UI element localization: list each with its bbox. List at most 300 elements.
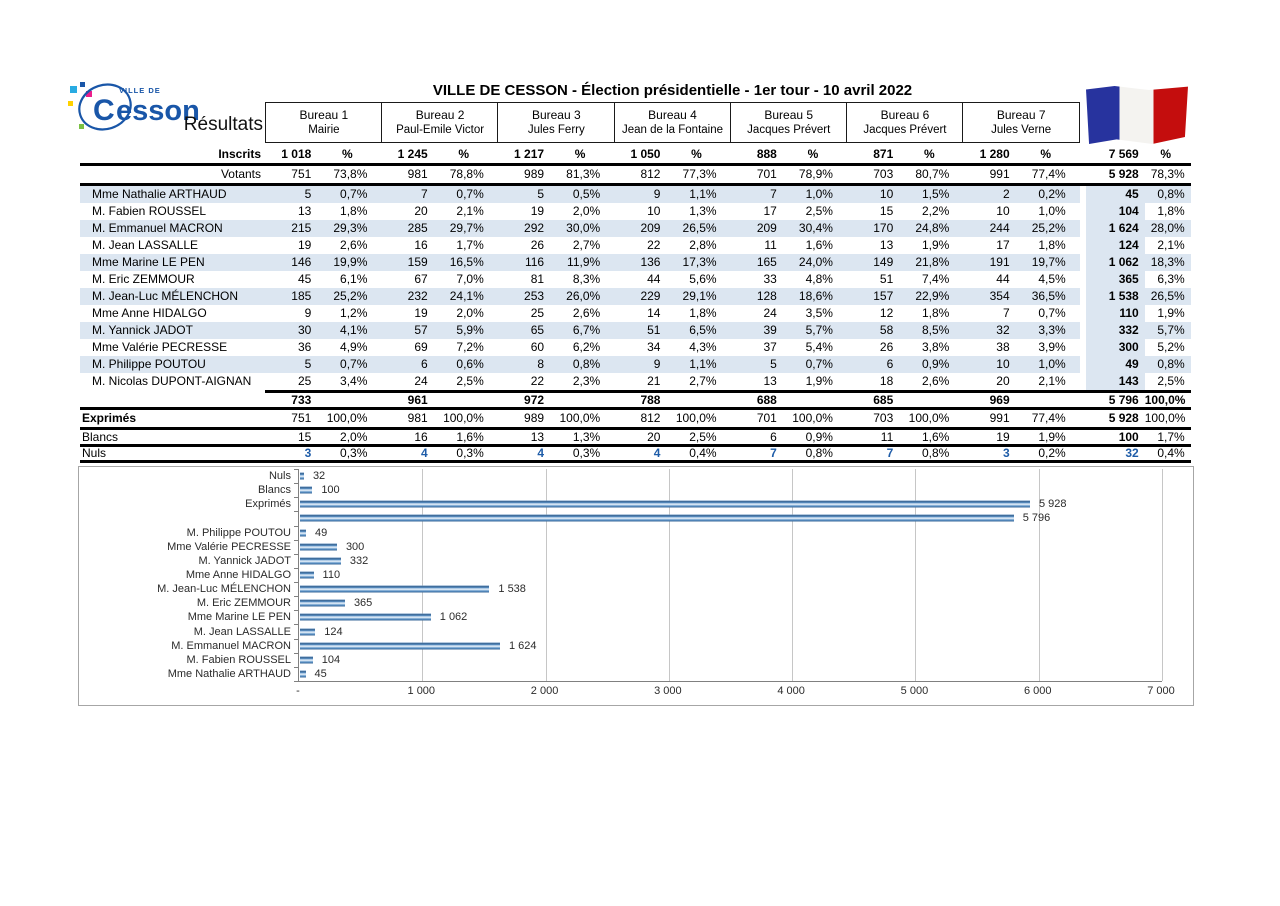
bureau-number: Bureau 4 [648, 107, 697, 122]
count-cell: 13 [297, 204, 312, 218]
count-cell: 292 [498, 220, 556, 237]
percent-cell: 2,1% [1038, 374, 1066, 388]
count-cell: 9 [614, 186, 672, 203]
count-cell: 21 [647, 374, 661, 388]
row-candidate [80, 220, 1191, 237]
logo-top-text: VILLE DE [119, 86, 161, 95]
chart-category-label: Blancs [257, 484, 291, 497]
count-cell: 60 [530, 340, 545, 354]
total-percent-cell: 1,8% [1157, 204, 1185, 218]
row-label: M. Emmanuel MACRON [80, 220, 265, 237]
row-label: M. Fabien ROUSSEL [92, 204, 207, 218]
chart-category-label: Mme Marine LE PEN [187, 611, 291, 624]
count-cell: 4 [537, 446, 545, 460]
count-cell: 8 [498, 356, 556, 373]
count-cell: 38 [996, 340, 1010, 354]
percent-cell: 6,5% [672, 322, 730, 339]
count-cell: 354 [963, 288, 1021, 305]
count-cell: 5 [731, 356, 789, 373]
bureau-header-6 [846, 102, 964, 143]
count-cell: 30 [265, 322, 323, 339]
chart-category-label: M. Emmanuel MACRON [171, 639, 291, 652]
count-cell: 12 [879, 306, 894, 320]
chart-bar-row [79, 610, 1161, 624]
chart-bar-row [79, 596, 1161, 610]
percent-cell: 0,2% [1022, 186, 1080, 203]
chart-bar-track [299, 582, 1161, 596]
row-candidate [80, 237, 1191, 254]
total-count-cell: 332 [1086, 322, 1145, 339]
percent-cell: 0,7% [323, 186, 381, 203]
count-cell: 15 [879, 204, 894, 218]
bureau-location: Jean de la Fontaine [622, 123, 724, 136]
percent-cell: 18,6% [789, 288, 847, 305]
chart-bar [300, 586, 489, 593]
row-candidate [80, 373, 1191, 390]
count-cell: 812 [640, 167, 661, 181]
percent-cell: 7,0% [456, 272, 484, 286]
chart-value-label: 1 062 [439, 611, 468, 624]
total-count-cell: 7 569 [1108, 147, 1139, 161]
total-percent-cell: 1,9% [1157, 306, 1185, 320]
percent-cell: 25,2% [323, 288, 381, 305]
percent-cell: 1,8% [689, 306, 717, 320]
percent-cell: 4,8% [805, 272, 833, 286]
percent-cell: 1,6% [805, 238, 833, 252]
percent-cell: 11,9% [556, 254, 614, 271]
count-cell: 58 [847, 322, 905, 339]
total-count-cell: 104 [1086, 203, 1145, 220]
percent-cell: 2,6% [921, 374, 950, 388]
percent-cell: 1,9% [921, 238, 950, 252]
count-cell: 191 [963, 254, 1021, 271]
percent-cell: 0,3% [340, 446, 368, 460]
chart-bar [300, 600, 345, 607]
count-cell: 1 018 [281, 147, 312, 161]
count-cell: 991 [989, 411, 1010, 425]
percent-cell: 0,3% [456, 446, 484, 460]
chart-x-tick-label: 7 000 [1147, 685, 1175, 697]
percent-cell: 0,5% [556, 186, 614, 203]
chart-category-label: Mme Valérie PECRESSE [167, 540, 291, 553]
count-cell: 19 [414, 306, 428, 320]
row-label: Inscrits [218, 147, 261, 161]
count-cell: 989 [524, 411, 545, 425]
row-exprimes [80, 410, 1191, 427]
percent-cell: 24,0% [789, 254, 847, 271]
chart-x-tick-label: - [296, 685, 300, 697]
chart-x-tick-label: 1 000 [407, 685, 436, 697]
percent-cell: 6,1% [340, 272, 368, 286]
count-cell: 3 [1002, 446, 1010, 460]
percent-cell: 2,2% [921, 204, 950, 218]
percent-header: % [691, 147, 702, 161]
percent-cell: 0,9% [805, 430, 833, 444]
count-cell: 253 [498, 288, 556, 305]
count-cell: 32 [963, 322, 1021, 339]
count-cell: 17 [763, 204, 777, 218]
percent-cell: 3,4% [340, 374, 368, 388]
bureau-location: Jacques Prévert [747, 123, 831, 136]
percent-cell: 3,8% [921, 340, 950, 354]
chart-value-label: 49 [315, 526, 328, 539]
row-candidate [80, 203, 1191, 220]
bureau-location: Paul-Emile Victor [396, 123, 485, 136]
count-cell: 209 [614, 220, 672, 237]
count-cell: 4 [421, 446, 428, 460]
chart-value-label: 5 796 [1022, 512, 1051, 525]
row-label: Mme Valérie PECRESSE [92, 340, 228, 354]
count-cell: 128 [731, 288, 789, 305]
results-table [80, 146, 1191, 463]
chart-value-label: 300 [345, 540, 365, 553]
count-cell: 981 [407, 411, 428, 425]
count-cell: 19 [297, 238, 312, 252]
count-cell: 751 [291, 167, 312, 181]
logo-name: esson [116, 95, 200, 127]
count-cell: 57 [381, 322, 439, 339]
chart-value-label: 100 [321, 484, 340, 497]
chart-bar-track [299, 568, 1161, 582]
percent-cell: 100,0% [443, 411, 484, 425]
chart-value-label: 32 [312, 470, 326, 483]
count-cell: 1 245 [397, 147, 428, 161]
chart-bar-row [79, 653, 1161, 667]
total-percent-cell: 5,7% [1145, 322, 1191, 339]
row-label: Mme Nathalie ARTHAUD [80, 186, 265, 203]
percent-cell: 1,5% [905, 186, 963, 203]
percent-cell: 3,3% [1022, 322, 1080, 339]
bureau-header-1 [265, 102, 383, 143]
count-cell: 149 [847, 254, 905, 271]
chart-x-axis-labels [296, 685, 1175, 699]
count-cell: 10 [963, 356, 1021, 373]
row-candidate [80, 271, 1191, 288]
logo-dot [68, 101, 73, 106]
count-cell: 4 [653, 446, 661, 460]
bureau-header-5 [730, 102, 848, 143]
count-cell: 67 [414, 272, 428, 286]
count-cell: 69 [414, 340, 428, 354]
percent-cell: 1,8% [921, 306, 950, 320]
total-percent-cell: 0,4% [1157, 446, 1185, 460]
count-cell: 7 [886, 446, 894, 460]
percent-cell: 16,5% [440, 254, 498, 271]
chart-bar-track [299, 596, 1161, 610]
percent-cell [672, 393, 730, 407]
count-cell: 10 [847, 186, 905, 203]
count-cell: 26 [879, 340, 894, 354]
count-cell: 20 [414, 204, 428, 218]
percent-cell: 1,0% [1038, 204, 1066, 218]
count-cell: 165 [731, 254, 789, 271]
count-cell: 9 [304, 306, 312, 320]
percent-cell: 0,8% [556, 356, 614, 373]
bureau-header-row [265, 102, 1080, 143]
count-cell: 34 [647, 340, 661, 354]
percent-cell: 0,7% [323, 356, 381, 373]
total-count-cell: 365 [1086, 271, 1145, 288]
divider [80, 460, 1191, 463]
results-bar-chart [78, 466, 1194, 706]
percent-header: % [342, 147, 353, 161]
percent-cell: 5,7% [789, 322, 847, 339]
count-cell: 10 [996, 204, 1010, 218]
percent-cell: 80,7% [915, 167, 950, 181]
chart-value-label: 332 [349, 554, 369, 567]
percent-cell: 4,3% [689, 340, 717, 354]
percent-cell: 2,5% [805, 204, 833, 218]
percent-cell [1022, 393, 1080, 407]
chart-value-label: 5 928 [1038, 498, 1067, 511]
row-nuls [80, 447, 1191, 460]
count-cell: 33 [763, 272, 777, 286]
chart-category-label: M. Jean LASSALLE [193, 625, 291, 638]
count-cell: 24 [763, 306, 777, 320]
count-cell: 51 [614, 322, 672, 339]
bureau-number: Bureau 7 [996, 107, 1046, 122]
count-cell: 36 [297, 340, 312, 354]
count-cell: 3 [304, 446, 312, 460]
chart-bar-track [299, 497, 1161, 511]
count-cell: 20 [647, 430, 661, 444]
chart-bar [300, 515, 1014, 522]
row-candidate [80, 339, 1191, 356]
percent-cell [789, 393, 847, 407]
percent-cell: 2,6% [572, 306, 601, 320]
count-cell: 81 [530, 272, 545, 286]
percent-cell: 29,7% [440, 220, 498, 237]
count-cell: 25 [530, 306, 545, 320]
row-bureau-sums [80, 393, 1191, 407]
row-blancs [80, 430, 1191, 444]
row-label: M. Nicolas DUPONT-AIGNAN [92, 374, 252, 388]
percent-cell: 0,7% [789, 356, 847, 373]
percent-cell: 3,9% [1038, 340, 1066, 354]
total-count-cell: 1 624 [1086, 220, 1145, 237]
percent-header: % [1160, 147, 1172, 161]
total-percent-cell: 2,5% [1157, 374, 1185, 388]
row-label: M. Jean-Luc MÉLENCHON [80, 288, 265, 305]
chart-value-label: 1 624 [508, 639, 537, 652]
count-cell: 888 [756, 147, 777, 161]
percent-cell: 8,3% [572, 272, 601, 286]
percent-cell: 2,7% [572, 238, 601, 252]
percent-cell: 24,1% [440, 288, 498, 305]
total-count-cell: 5 928 [1108, 411, 1139, 425]
count-cell: 751 [291, 411, 312, 425]
count-cell: 39 [731, 322, 789, 339]
logo-initial: C [93, 94, 115, 127]
row-label: Blancs [82, 430, 119, 444]
count-cell: 13 [530, 430, 545, 444]
chart-category-label: Mme Nathalie ARTHAUD [167, 668, 291, 681]
total-percent-cell: 18,3% [1145, 254, 1191, 271]
percent-cell: 0,3% [572, 446, 601, 460]
total-count-cell: 300 [1086, 339, 1145, 356]
bureau-header-7 [962, 102, 1080, 143]
french-flag-icon [1086, 86, 1188, 144]
chart-category-label: Mme Anne HIDALGO [185, 569, 291, 582]
percent-cell: 4,9% [340, 340, 368, 354]
percent-cell: 7,4% [921, 272, 950, 286]
percent-cell: 21,8% [905, 254, 963, 271]
count-cell: 969 [989, 393, 1010, 407]
count-cell: 13 [879, 238, 894, 252]
row-inscrits [80, 146, 1191, 163]
count-cell: 5 [265, 186, 323, 203]
chart-bar-row [79, 526, 1161, 540]
count-cell: 65 [498, 322, 556, 339]
chart-bar-row [79, 639, 1161, 653]
chart-bar-row [79, 540, 1161, 554]
chart-bar-row [79, 582, 1161, 596]
percent-cell: 2,6% [340, 238, 368, 252]
chart-bar [300, 529, 306, 536]
chart-bar-row [79, 511, 1161, 525]
row-candidate [80, 322, 1191, 339]
count-cell: 871 [873, 147, 894, 161]
count-cell: 812 [640, 411, 661, 425]
total-percent-cell: 1,7% [1157, 430, 1185, 444]
percent-cell: 6,2% [572, 340, 601, 354]
chart-value-label: 124 [324, 625, 343, 638]
count-cell: 51 [879, 272, 894, 286]
total-count-cell: 5 928 [1108, 167, 1139, 181]
percent-cell: 0,6% [440, 356, 498, 373]
total-count-cell: 32 [1125, 446, 1139, 460]
percent-cell: 77,4% [1031, 411, 1066, 425]
percent-cell: 2,0% [456, 306, 484, 320]
chart-x-tick-label: 2 000 [530, 685, 559, 697]
bureau-location: Jules Verne [991, 123, 1052, 136]
percent-cell: 0,4% [689, 446, 717, 460]
chart-rows [79, 469, 1161, 681]
count-cell: 10 [647, 204, 661, 218]
count-cell: 1 050 [630, 147, 661, 161]
percent-cell [905, 393, 963, 407]
total-percent-cell: 28,0% [1145, 220, 1191, 237]
total-percent-cell: 2,1% [1157, 238, 1185, 252]
count-cell: 157 [847, 288, 905, 305]
row-label [80, 393, 265, 407]
count-cell: 7 [1002, 306, 1010, 320]
count-cell: 146 [265, 254, 323, 271]
percent-cell: 8,5% [905, 322, 963, 339]
percent-cell: 2,5% [456, 374, 484, 388]
percent-cell: 0,2% [1038, 446, 1066, 460]
percent-cell: 73,8% [333, 167, 368, 181]
count-cell: 703 [873, 167, 894, 181]
percent-cell: 36,5% [1022, 288, 1080, 305]
chart-bar-row [79, 667, 1161, 681]
percent-header: % [574, 147, 586, 161]
percent-cell: 77,4% [1031, 167, 1066, 181]
count-cell: 22 [530, 374, 545, 388]
chart-category-label: Nuls [268, 470, 291, 483]
count-cell: 16 [414, 430, 428, 444]
percent-cell: 1,7% [456, 238, 484, 252]
percent-cell: 2,3% [572, 374, 601, 388]
percent-cell: 1,6% [456, 430, 484, 444]
count-cell: 788 [640, 393, 661, 407]
chart-x-tick-label: 4 000 [777, 685, 805, 697]
logo-dot [70, 86, 77, 93]
count-cell: 11 [764, 238, 777, 252]
bureau-number: Bureau 1 [299, 107, 349, 122]
percent-cell: 0,9% [905, 356, 963, 373]
count-cell: 185 [265, 288, 323, 305]
chart-axis-tick [294, 681, 299, 682]
percent-cell: 1,8% [1038, 238, 1066, 252]
chart-bar-track [299, 667, 1161, 681]
chart-bar [300, 642, 500, 649]
percent-cell: 29,3% [323, 220, 381, 237]
chart-bar-row [79, 625, 1161, 639]
bureau-number: Bureau 3 [531, 107, 581, 122]
percent-cell: 0,7% [440, 186, 498, 203]
percent-cell: 29,1% [672, 288, 730, 305]
percent-cell: 4,5% [1038, 272, 1066, 286]
chart-value-label: 45 [314, 668, 327, 681]
chart-bar [300, 487, 312, 494]
count-cell: 159 [381, 254, 439, 271]
percent-cell [556, 393, 614, 407]
percent-cell: 1,6% [921, 430, 950, 444]
percent-cell: 2,0% [340, 430, 368, 444]
total-percent-cell: 26,5% [1145, 288, 1191, 305]
chart-category-label: M. Yannick JADOT [198, 554, 291, 567]
count-cell: 19 [530, 204, 545, 218]
chart-bar-track [299, 526, 1161, 540]
row-votants [80, 166, 1191, 183]
row-label: Mme Marine LE PEN [80, 254, 265, 271]
count-cell: 215 [265, 220, 323, 237]
percent-cell: 22,9% [905, 288, 963, 305]
count-cell: 5 [265, 356, 323, 373]
bureau-number: Bureau 2 [415, 107, 465, 122]
bureau-number: Bureau 6 [880, 107, 930, 122]
percent-cell: 3,5% [805, 306, 833, 320]
total-count-cell: 110 [1086, 305, 1145, 322]
count-cell: 44 [647, 272, 661, 286]
chart-bar-row [79, 483, 1161, 497]
count-cell: 15 [297, 430, 312, 444]
percent-cell: 100,0% [675, 411, 717, 425]
chart-value-label: 110 [322, 569, 341, 582]
chart-x-tick-label: 6 000 [1023, 685, 1052, 697]
chart-bar-row [79, 568, 1161, 582]
count-cell: 989 [524, 167, 545, 181]
percent-cell: 78,9% [798, 167, 833, 181]
total-percent-cell: 0,8% [1145, 356, 1191, 373]
count-cell: 1 280 [979, 147, 1010, 161]
chart-category-label: Exprimés [245, 498, 291, 511]
count-cell: 703 [873, 411, 894, 425]
row-candidate [80, 186, 1191, 203]
chart-value-label: 365 [353, 597, 373, 610]
results-label: Résultats [183, 114, 263, 135]
percent-cell: 1,0% [789, 186, 847, 203]
percent-header: % [923, 147, 935, 161]
row-label: M. Yannick JADOT [80, 322, 265, 339]
chart-category-label: M. Fabien ROUSSEL [186, 653, 291, 666]
chart-x-tick-label: 3 000 [654, 685, 682, 697]
percent-cell: 2,0% [572, 204, 601, 218]
percent-cell: 5,6% [689, 272, 717, 286]
count-cell: 209 [731, 220, 789, 237]
count-cell: 6 [770, 430, 777, 444]
